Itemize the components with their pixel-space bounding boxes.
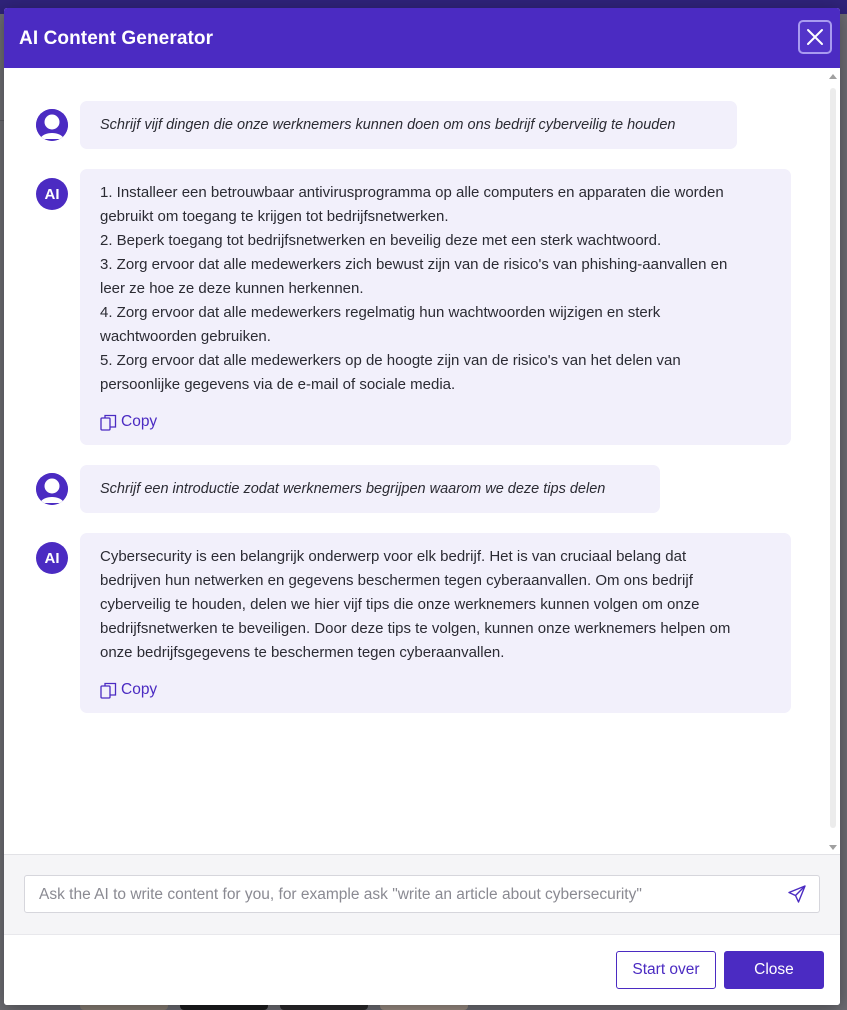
ai-message-line: 3. Zorg ervoor dat alle medewerkers zich bewust zijn van de risico's van phishing-aanvallen en: [100, 256, 728, 273]
ai-avatar: AI: [36, 178, 68, 210]
modal-header: [4, 8, 840, 68]
user-icon: [36, 473, 68, 505]
copy-button[interactable]: [100, 410, 157, 434]
ai-message-line: bedrijfsnetwerken te beveiligen. Door deze tips te volgen, kunnen onze werknemers helpen om: [100, 620, 731, 637]
ai-message-line: Cybersecurity is een belangrijk onderwerp voor elk bedrijf. Het is van cruciaal belang dat: [100, 548, 687, 565]
ai-message-line: 2. Beperk toegang tot bedrijfsnetwerken en beveilig deze met een sterk wachtwoord.: [100, 232, 662, 249]
prompt-input[interactable]: [37, 876, 781, 914]
scroll-down-arrow[interactable]: [829, 845, 837, 850]
ai-message-line: 1. Installeer een betrouwbaar antivirusprogramma op alle computers en apparaten die worden: [100, 184, 724, 201]
ai-message-line: gebruikt om toegang te krijgen tot bedrijfsnetwerken.: [100, 208, 449, 225]
ai-content-generator-modal: [4, 8, 840, 1005]
copy-icon: [100, 682, 117, 699]
close-icon: [806, 28, 824, 46]
ai-message-line: 4. Zorg ervoor dat alle medewerkers regelmatig hun wachtwoorden wijzigen en sterk: [100, 304, 661, 321]
start-over-button[interactable]: Start over: [616, 951, 716, 989]
modal-footer: [4, 934, 840, 1005]
ai-message-line: wachtwoorden gebruiken.: [100, 328, 271, 345]
user-message: [80, 101, 737, 149]
scroll-up-arrow[interactable]: [829, 74, 837, 79]
send-icon[interactable]: [787, 884, 807, 904]
user-message-text: Schrijf vijf dingen die onze werknemers kunnen doen om ons bedrijf cyberveilig te houden: [100, 117, 676, 133]
prompt-section: [4, 854, 840, 934]
user-avatar: [36, 473, 68, 505]
ai-message-line: bedrijven hun netwerken en gegevens beschermen tegen cyberaanvallen. Om ons bedrijf: [100, 572, 693, 589]
chat-history[interactable]: [4, 68, 840, 854]
user-message-text: Schrijf een introductie zodat werknemers begrijpen waarom we deze tips delen: [100, 481, 606, 497]
scrollbar-thumb[interactable]: [830, 88, 836, 828]
user-message: [80, 465, 660, 513]
close-button[interactable]: Close: [724, 951, 824, 989]
ai-avatar: AI: [36, 542, 68, 574]
copy-label: Copy: [121, 681, 158, 698]
ai-message: [80, 533, 791, 713]
ai-message-line: leer ze hoe ze deze kunnen herkennen.: [100, 280, 364, 297]
prompt-box: [24, 875, 820, 913]
modal-title: AI Content Generator: [19, 28, 214, 49]
chat-scrollbar[interactable]: [826, 68, 840, 854]
copy-icon: [100, 414, 117, 431]
copy-label: Copy: [121, 413, 158, 430]
ai-message-line: onze bedrijfsgegevens te beschermen tegen cyberaanvallen.: [100, 644, 505, 661]
close-modal-button[interactable]: [798, 20, 832, 54]
ai-message-line: cyberveilig te houden, delen we hier vijf tips die onze werknemers kunnen volgen om onze: [100, 596, 700, 613]
copy-button[interactable]: [100, 678, 157, 702]
ai-message: [80, 169, 791, 445]
user-avatar: [36, 109, 68, 141]
ai-message-line: persoonlijke gegevens via de e-mail of sociale media.: [100, 376, 456, 393]
user-icon: [36, 109, 68, 141]
ai-message-line: 5. Zorg ervoor dat alle medewerkers op de hoogte zijn van de risico's van het delen van: [100, 352, 681, 369]
